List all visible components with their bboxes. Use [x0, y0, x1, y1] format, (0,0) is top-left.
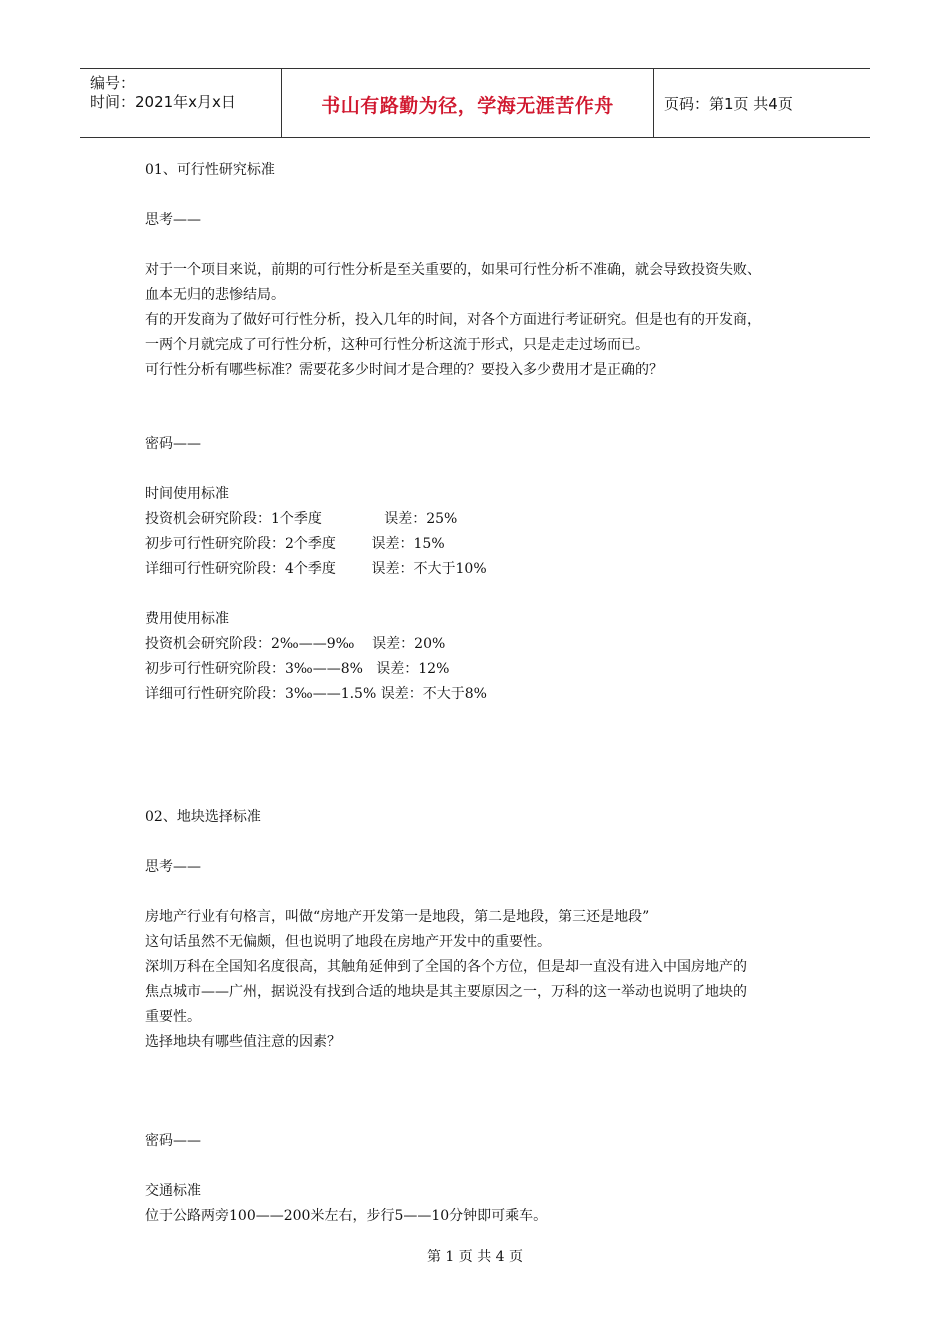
paragraph-line: 房地产行业有句格言，叫做“房地产开发第一是地段，第二是地段，第三还是地段” [145, 909, 650, 925]
section-title: 02、地块选择标准 [145, 809, 261, 825]
paragraph-line: 深圳万科在全国知名度很高，其触角延伸到了全国的各个方位，但是却一直没有进入中国房地产的 [145, 959, 747, 975]
paragraph-line: 焦点城市——广州，据说没有找到合适的地块是其主要原因之一，万科的这一举动也说明了地块的 [145, 984, 747, 1000]
paragraph-line: 这句话虽然不无偏颇，但也说明了地段在房地产开发中的重要性。 [145, 934, 551, 950]
paragraph-line: 血本无归的悲惨结局。 [145, 287, 285, 303]
traffic-standard-title: 交通标准 [145, 1183, 201, 1199]
header-motto: 书山有路勤为径，学海无涯苦作舟 [321, 95, 614, 117]
section-title: 01、可行性研究标准 [145, 162, 275, 178]
paragraph-line: 重要性。 [145, 1009, 201, 1025]
time-standard-row: 初步可行性研究阶段：2个季度 误差：15% [145, 536, 445, 552]
header-meta-cell [80, 69, 282, 137]
header-page-info: 页码：第1页 共4页 [664, 95, 793, 113]
time-standard-row: 投资机会研究阶段：1个季度 误差：25% [145, 511, 458, 527]
document-number-label: 编号： [90, 74, 136, 92]
page-footer: 第 1 页 共 4 页 [426, 1249, 524, 1265]
time-standard-row: 详细可行性研究阶段：4个季度 误差：不大于10% [145, 561, 487, 577]
cost-standard-title: 费用使用标准 [145, 611, 229, 627]
paragraph-line: 有的开发商为了做好可行性分析，投入几年的时间，对各个方面进行考证研究。但是也有的开发商， [145, 312, 761, 328]
header-page-cell [654, 69, 870, 137]
cost-standard-row: 详细可行性研究阶段：3‰——1.5% 误差：不大于8% [145, 686, 487, 702]
think-heading: 思考—— [145, 212, 201, 228]
paragraph-line: 可行性分析有哪些标准？需要花多少时间才是合理的？要投入多少费用才是正确的？ [145, 362, 663, 378]
secret-heading: 密码—— [145, 1133, 201, 1149]
paragraph-line: 选择地块有哪些值注意的因素？ [145, 1034, 341, 1050]
traffic-standard-text: 位于公路两旁100——200米左右，步行5——10分钟即可乘车。 [145, 1208, 548, 1224]
think-heading: 思考—— [145, 859, 201, 875]
cost-standard-row: 投资机会研究阶段：2‰——9‰ 误差：20% [145, 636, 446, 652]
cost-standard-row: 初步可行性研究阶段：3‰——8% 误差：12% [145, 661, 450, 677]
paragraph-line: 一两个月就完成了可行性分析，这种可行性分析这流于形式，只是走走过场而已。 [145, 337, 649, 353]
secret-heading: 密码—— [145, 436, 201, 452]
document-date: 时间：2021年x月x日 [90, 93, 236, 111]
time-standard-title: 时间使用标准 [145, 486, 229, 502]
page-header [80, 68, 870, 138]
paragraph-line: 对于一个项目来说，前期的可行性分析是至关重要的，如果可行性分析不准确，就会导致投资失败、 [145, 262, 761, 278]
header-motto-cell [282, 69, 654, 137]
